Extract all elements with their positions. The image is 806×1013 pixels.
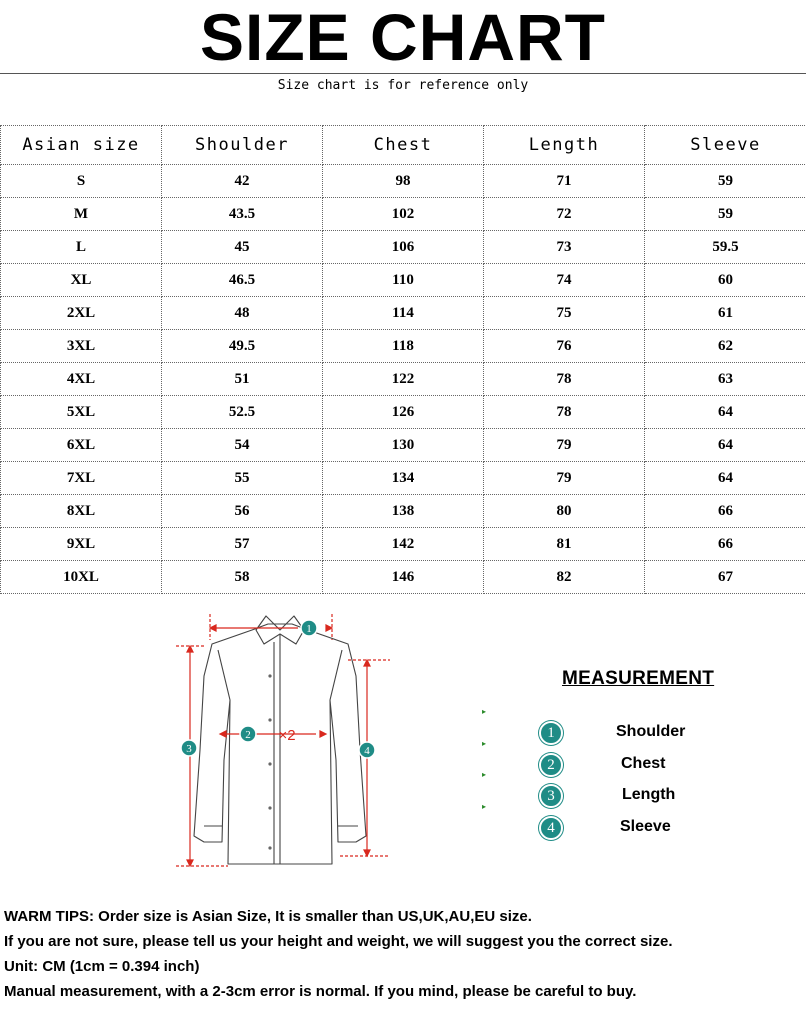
table-cell: 114	[323, 297, 484, 330]
measurement-title: MEASUREMENT	[562, 668, 715, 689]
table-cell: 55	[162, 462, 323, 495]
shirt-buttons	[268, 674, 271, 849]
table-cell: XL	[1, 264, 162, 297]
table-cell: 10XL	[1, 561, 162, 594]
table-cell: 71	[484, 165, 645, 198]
table-cell: 67	[645, 561, 806, 594]
table-row	[1, 165, 806, 198]
table-cell: 58	[162, 561, 323, 594]
table-cell: L	[1, 231, 162, 264]
table-cell: 118	[323, 330, 484, 363]
table-cell: 63	[645, 363, 806, 396]
table-cell: 2XL	[1, 297, 162, 330]
table-cell: 8XL	[1, 495, 162, 528]
legend-item-chest	[480, 739, 800, 781]
table-cell: 3XL	[1, 330, 162, 363]
shirt-diagram	[160, 610, 400, 880]
table-cell: S	[1, 165, 162, 198]
table-cell: 76	[484, 330, 645, 363]
table-cell: 78	[484, 396, 645, 429]
table-cell: 134	[323, 462, 484, 495]
table-cell: 102	[323, 198, 484, 231]
marker-label: 3	[186, 743, 192, 755]
table-row	[1, 396, 806, 429]
table-cell: 43.5	[162, 198, 323, 231]
column-header: Length	[484, 126, 645, 165]
table-cell: M	[1, 198, 162, 231]
column-header: Asian size	[1, 126, 162, 165]
table-cell: 5XL	[1, 396, 162, 429]
table-cell: 4XL	[1, 363, 162, 396]
table-cell: 49.5	[162, 330, 323, 363]
title-divider	[0, 73, 806, 74]
table-cell: 7XL	[1, 462, 162, 495]
table-row	[1, 264, 806, 297]
table-cell: 110	[323, 264, 484, 297]
bullet-icon: ▸	[482, 770, 487, 779]
table-cell: 60	[645, 264, 806, 297]
marker-label: 2	[245, 729, 251, 741]
marker-label: 1	[306, 623, 312, 635]
table-cell: 42	[162, 165, 323, 198]
page-subtitle: Size chart is for reference only	[277, 78, 529, 93]
table-cell: 9XL	[1, 528, 162, 561]
table-cell: 79	[484, 462, 645, 495]
tip-line: WARM TIPS: Order size is Asian Size, It is smaller than US,UK,AU,EU size.	[4, 908, 532, 925]
table-cell: 46.5	[162, 264, 323, 297]
table-cell: 59	[645, 165, 806, 198]
table-cell: 75	[484, 297, 645, 330]
legend-label: Chest	[621, 755, 666, 772]
table-cell: 59.5	[645, 231, 806, 264]
tip-line: Unit: CM (1cm = 0.394 inch)	[4, 958, 200, 975]
table-cell: 64	[645, 462, 806, 495]
table-cell: 52.5	[162, 396, 323, 429]
tip-line: Manual measurement, with a 2-3cm error is normal. If you mind, please be careful to buy.	[4, 983, 637, 1000]
table-row	[1, 561, 806, 594]
table-row	[1, 231, 806, 264]
table-cell: 79	[484, 429, 645, 462]
chest-multiplier: ×2	[278, 727, 296, 744]
legend-item-length	[480, 770, 800, 812]
table-cell: 80	[484, 495, 645, 528]
column-header: Chest	[323, 126, 484, 165]
table-row	[1, 363, 806, 396]
table-row	[1, 462, 806, 495]
legend-label: Sleeve	[620, 818, 671, 835]
legend-item-sleeve	[480, 802, 800, 844]
table-row	[1, 495, 806, 528]
table-row	[1, 429, 806, 462]
table-cell: 48	[162, 297, 323, 330]
column-header: Shoulder	[162, 126, 323, 165]
legend-badge: 1	[539, 721, 563, 745]
table-cell: 57	[162, 528, 323, 561]
table-cell: 54	[162, 429, 323, 462]
legend-item-shoulder	[480, 707, 800, 749]
size-table	[0, 125, 806, 594]
legend-badge: 4	[539, 816, 563, 840]
table-cell: 106	[323, 231, 484, 264]
legend-badge: 2	[539, 753, 563, 777]
table-row	[1, 528, 806, 561]
table-cell: 138	[323, 495, 484, 528]
table-cell: 146	[323, 561, 484, 594]
table-cell: 142	[323, 528, 484, 561]
table-cell: 126	[323, 396, 484, 429]
table-cell: 6XL	[1, 429, 162, 462]
table-row	[1, 330, 806, 363]
warm-tips	[4, 904, 804, 1004]
table-cell: 51	[162, 363, 323, 396]
table-cell: 56	[162, 495, 323, 528]
table-cell: 45	[162, 231, 323, 264]
table-cell: 98	[323, 165, 484, 198]
table-cell: 59	[645, 198, 806, 231]
marker-length	[181, 740, 197, 756]
bullet-icon: ▸	[482, 739, 487, 748]
table-cell: 81	[484, 528, 645, 561]
table-cell: 130	[323, 429, 484, 462]
marker-shoulder	[301, 620, 317, 636]
bullet-icon: ▸	[482, 707, 487, 716]
page-title: SIZE CHART	[200, 0, 606, 74]
column-header: Sleeve	[645, 126, 806, 165]
table-cell: 122	[323, 363, 484, 396]
marker-sleeve	[359, 742, 375, 758]
table-row	[1, 198, 806, 231]
table-cell: 72	[484, 198, 645, 231]
marker-chest	[240, 726, 256, 742]
table-cell: 61	[645, 297, 806, 330]
table-header-row	[1, 126, 806, 165]
table-cell: 73	[484, 231, 645, 264]
table-cell: 64	[645, 429, 806, 462]
tip-line: If you are not sure, please tell us your height and weight, we will suggest you the correct size.	[4, 933, 673, 950]
table-cell: 66	[645, 495, 806, 528]
table-cell: 78	[484, 363, 645, 396]
table-cell: 82	[484, 561, 645, 594]
legend-label: Shoulder	[616, 723, 686, 740]
bullet-icon: ▸	[482, 802, 487, 811]
table-cell: 74	[484, 264, 645, 297]
table-row	[1, 297, 806, 330]
table-cell: 62	[645, 330, 806, 363]
marker-label: 4	[364, 745, 370, 757]
table-cell: 64	[645, 396, 806, 429]
legend-badge: 3	[539, 784, 563, 808]
table-cell: 66	[645, 528, 806, 561]
legend-label: Length	[622, 786, 676, 803]
